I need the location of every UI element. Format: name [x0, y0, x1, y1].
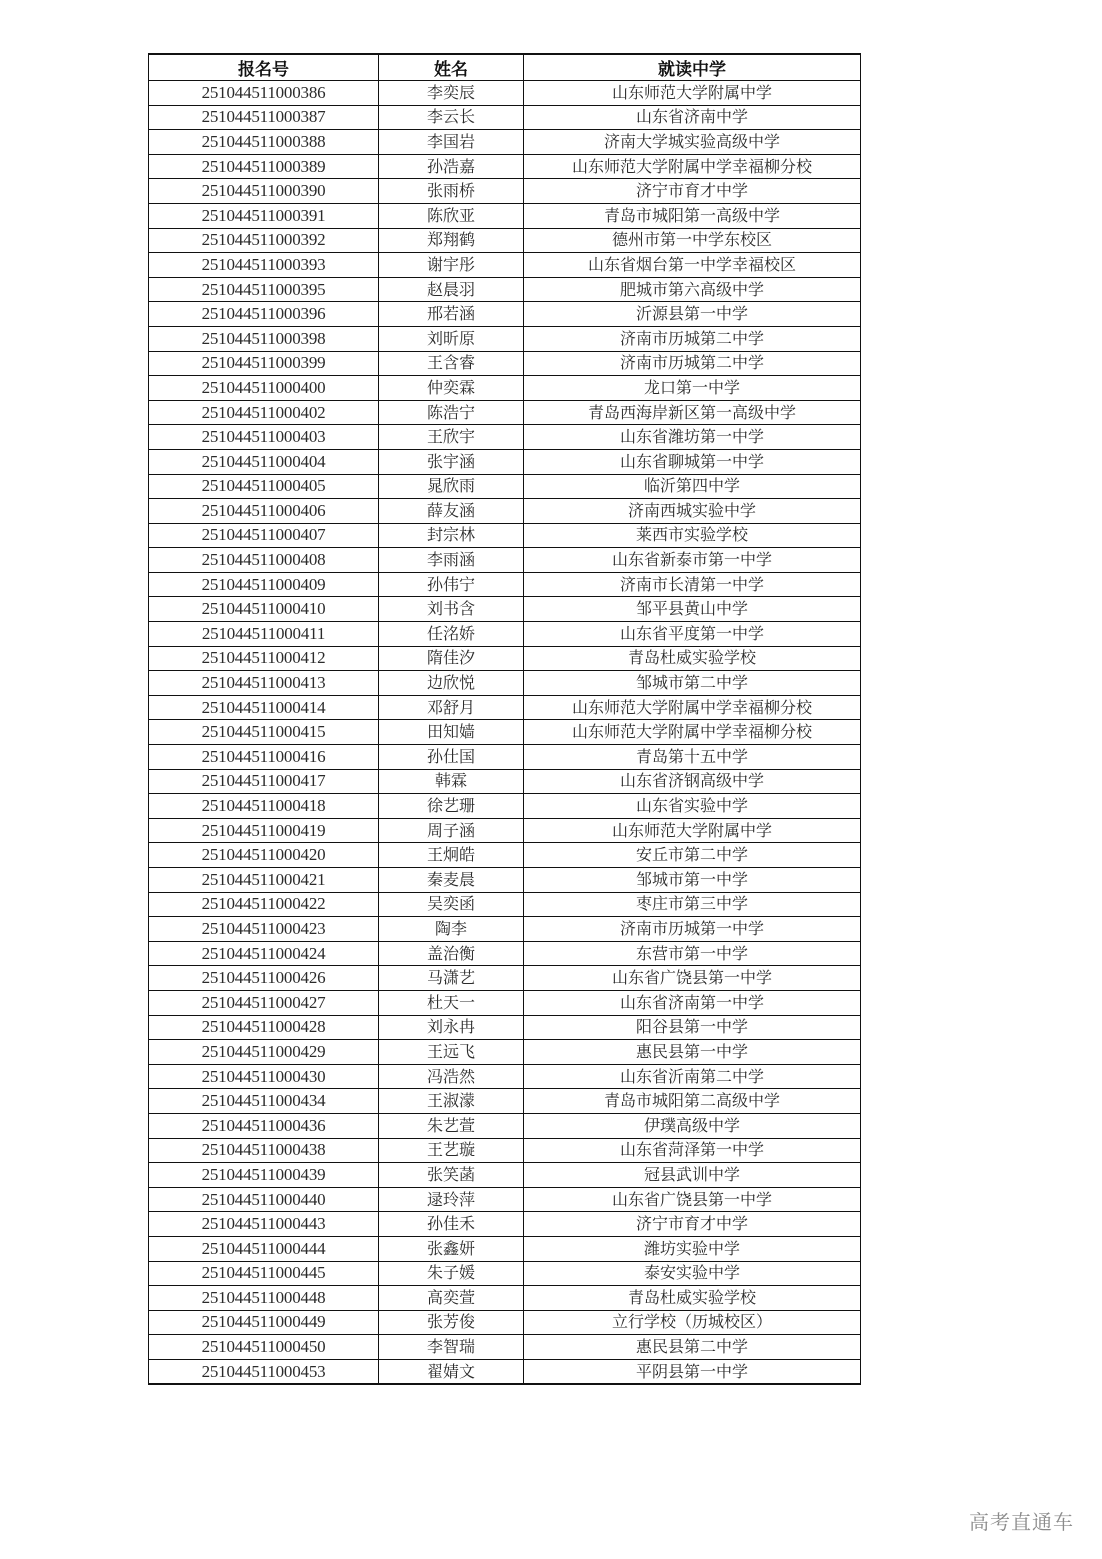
table-row	[149, 277, 861, 302]
student-name-cell: 孙仕国	[379, 745, 524, 770]
student-name-cell: 逯玲萍	[379, 1187, 524, 1212]
school-name-cell: 山东师范大学附属中学	[524, 81, 861, 106]
registration-number-cell: 251044511000439	[149, 1163, 379, 1188]
school-name-cell: 山东省聊城第一中学	[524, 449, 861, 474]
registration-number-cell: 251044511000428	[149, 1015, 379, 1040]
student-name-cell: 李奕辰	[379, 81, 524, 106]
table-row	[149, 769, 861, 794]
school-name-cell: 安丘市第二中学	[524, 843, 861, 868]
registration-number-cell: 251044511000387	[149, 105, 379, 130]
school-name-cell: 青岛市城阳第一高级中学	[524, 203, 861, 228]
student-name-cell: 邢若涵	[379, 302, 524, 327]
registration-number-cell: 251044511000392	[149, 228, 379, 253]
registration-number-cell: 251044511000419	[149, 818, 379, 843]
school-name-cell: 肥城市第六高级中学	[524, 277, 861, 302]
table-row	[149, 917, 861, 942]
school-name-cell: 山东省广饶县第一中学	[524, 966, 861, 991]
table-body	[149, 81, 861, 1385]
registration-number-cell: 251044511000400	[149, 376, 379, 401]
school-name-cell: 山东师范大学附属中学	[524, 818, 861, 843]
student-name-cell: 张雨桥	[379, 179, 524, 204]
registration-number-cell: 251044511000422	[149, 892, 379, 917]
school-name-cell: 枣庄市第三中学	[524, 892, 861, 917]
table-row	[149, 326, 861, 351]
student-name-cell: 孙浩嘉	[379, 154, 524, 179]
student-name-cell: 陈浩宁	[379, 400, 524, 425]
registration-number-cell: 251044511000420	[149, 843, 379, 868]
school-name-cell: 济南市历城第一中学	[524, 917, 861, 942]
school-name-cell: 山东省济南中学	[524, 105, 861, 130]
table-row	[149, 892, 861, 917]
school-name-cell: 立行学校（历城校区）	[524, 1310, 861, 1335]
student-name-cell: 王远飞	[379, 1040, 524, 1065]
registration-number-cell: 251044511000411	[149, 622, 379, 647]
registration-number-cell: 251044511000390	[149, 179, 379, 204]
registration-number-cell: 251044511000402	[149, 400, 379, 425]
student-name-cell: 朱子媛	[379, 1261, 524, 1286]
registration-number-cell: 251044511000393	[149, 253, 379, 278]
school-name-cell: 济南市历城第二中学	[524, 326, 861, 351]
school-name-cell: 山东省潍坊第一中学	[524, 425, 861, 450]
registration-number-cell: 251044511000395	[149, 277, 379, 302]
student-name-cell: 王欣宇	[379, 425, 524, 450]
student-name-cell: 李智瑞	[379, 1335, 524, 1360]
table-row	[149, 499, 861, 524]
table-row	[149, 1212, 861, 1237]
table-row	[149, 1089, 861, 1114]
student-name-cell: 刘昕原	[379, 326, 524, 351]
school-name-cell: 青岛杜威实验学校	[524, 646, 861, 671]
table-row	[149, 228, 861, 253]
student-name-cell: 秦麦晨	[379, 868, 524, 893]
table-row	[149, 376, 861, 401]
registration-number-cell: 251044511000427	[149, 990, 379, 1015]
student-name-cell: 孙佳禾	[379, 1212, 524, 1237]
school-name-cell: 惠民县第二中学	[524, 1335, 861, 1360]
table-row	[149, 1236, 861, 1261]
school-name-cell: 冠县武训中学	[524, 1163, 861, 1188]
table-row	[149, 1286, 861, 1311]
table-row	[149, 253, 861, 278]
registration-number-cell: 251044511000386	[149, 81, 379, 106]
registration-number-cell: 251044511000418	[149, 794, 379, 819]
student-name-cell: 谢宇彤	[379, 253, 524, 278]
table-row	[149, 671, 861, 696]
school-name-cell: 山东省烟台第一中学幸福校区	[524, 253, 861, 278]
school-name-cell: 泰安实验中学	[524, 1261, 861, 1286]
registration-number-cell: 251044511000409	[149, 572, 379, 597]
school-name-cell: 潍坊实验中学	[524, 1236, 861, 1261]
registration-number-cell: 251044511000449	[149, 1310, 379, 1335]
table-row	[149, 695, 861, 720]
table-row	[149, 105, 861, 130]
header-school: 就读中学	[524, 54, 861, 81]
student-name-cell: 邓舒月	[379, 695, 524, 720]
school-name-cell: 济南西城实验中学	[524, 499, 861, 524]
registration-number-cell: 251044511000436	[149, 1113, 379, 1138]
table-row	[149, 1335, 861, 1360]
registration-number-cell: 251044511000438	[149, 1138, 379, 1163]
table-row	[149, 449, 861, 474]
student-name-cell: 李雨涵	[379, 548, 524, 573]
table-row	[149, 720, 861, 745]
school-name-cell: 龙口第一中学	[524, 376, 861, 401]
table-row	[149, 548, 861, 573]
table-row	[149, 941, 861, 966]
registration-number-cell: 251044511000414	[149, 695, 379, 720]
student-name-cell: 韩霖	[379, 769, 524, 794]
table-row	[149, 597, 861, 622]
table-row	[149, 1163, 861, 1188]
header-name: 姓名	[379, 54, 524, 81]
table-row	[149, 1261, 861, 1286]
school-name-cell: 山东省实验中学	[524, 794, 861, 819]
table-row	[149, 400, 861, 425]
school-name-cell: 济宁市育才中学	[524, 1212, 861, 1237]
registration-number-cell: 251044511000403	[149, 425, 379, 450]
registration-number-cell: 251044511000398	[149, 326, 379, 351]
table-row	[149, 966, 861, 991]
school-name-cell: 东营市第一中学	[524, 941, 861, 966]
school-name-cell: 济宁市育才中学	[524, 179, 861, 204]
registration-number-cell: 251044511000404	[149, 449, 379, 474]
registration-number-cell: 251044511000410	[149, 597, 379, 622]
student-name-cell: 王艺璇	[379, 1138, 524, 1163]
student-name-cell: 薛友涵	[379, 499, 524, 524]
school-name-cell: 山东省广饶县第一中学	[524, 1187, 861, 1212]
school-name-cell: 邹城市第二中学	[524, 671, 861, 696]
school-name-cell: 沂源县第一中学	[524, 302, 861, 327]
school-name-cell: 山东师范大学附属中学幸福柳分校	[524, 720, 861, 745]
student-name-cell: 仲奕霖	[379, 376, 524, 401]
table-row	[149, 622, 861, 647]
table-row	[149, 745, 861, 770]
school-name-cell: 莱西市实验学校	[524, 523, 861, 548]
school-name-cell: 山东师范大学附属中学幸福柳分校	[524, 695, 861, 720]
student-name-cell: 高奕萱	[379, 1286, 524, 1311]
table-row	[149, 1064, 861, 1089]
table-row	[149, 1359, 861, 1384]
table-header-row	[149, 54, 861, 81]
school-name-cell: 青岛第十五中学	[524, 745, 861, 770]
registration-number-cell: 251044511000391	[149, 203, 379, 228]
school-name-cell: 山东省沂南第二中学	[524, 1064, 861, 1089]
registration-number-cell: 251044511000416	[149, 745, 379, 770]
registration-number-cell: 251044511000453	[149, 1359, 379, 1384]
registration-number-cell: 251044511000415	[149, 720, 379, 745]
table-row	[149, 1138, 861, 1163]
student-name-cell: 李云长	[379, 105, 524, 130]
table-row	[149, 794, 861, 819]
student-name-cell: 封宗林	[379, 523, 524, 548]
registration-number-cell: 251044511000408	[149, 548, 379, 573]
registration-number-cell: 251044511000448	[149, 1286, 379, 1311]
student-name-cell: 田知嫱	[379, 720, 524, 745]
table-row	[149, 1310, 861, 1335]
student-name-cell: 张芳俊	[379, 1310, 524, 1335]
registration-number-cell: 251044511000417	[149, 769, 379, 794]
registration-number-cell: 251044511000440	[149, 1187, 379, 1212]
school-name-cell: 山东省菏泽第一中学	[524, 1138, 861, 1163]
registration-number-cell: 251044511000396	[149, 302, 379, 327]
school-name-cell: 山东师范大学附属中学幸福柳分校	[524, 154, 861, 179]
table-row	[149, 302, 861, 327]
student-name-cell: 翟婧文	[379, 1359, 524, 1384]
student-name-cell: 马潇艺	[379, 966, 524, 991]
student-name-cell: 刘书含	[379, 597, 524, 622]
student-name-cell: 隋佳汐	[379, 646, 524, 671]
student-name-cell: 盖治衡	[379, 941, 524, 966]
student-name-cell: 王含睿	[379, 351, 524, 376]
school-name-cell: 青岛市城阳第二高级中学	[524, 1089, 861, 1114]
registration-number-cell: 251044511000445	[149, 1261, 379, 1286]
table-row	[149, 130, 861, 155]
registration-number-cell: 251044511000421	[149, 868, 379, 893]
table-row	[149, 868, 861, 893]
school-name-cell: 邹平县黄山中学	[524, 597, 861, 622]
table-row	[149, 818, 861, 843]
student-name-cell: 王炯皓	[379, 843, 524, 868]
table-row	[149, 843, 861, 868]
table-row	[149, 351, 861, 376]
registration-number-cell: 251044511000426	[149, 966, 379, 991]
student-name-cell: 王淑濛	[379, 1089, 524, 1114]
registration-number-cell: 251044511000434	[149, 1089, 379, 1114]
school-name-cell: 济南大学城实验高级中学	[524, 130, 861, 155]
school-name-cell: 济南市长清第一中学	[524, 572, 861, 597]
table-row	[149, 425, 861, 450]
registration-number-cell: 251044511000413	[149, 671, 379, 696]
table-row	[149, 572, 861, 597]
registration-number-cell: 251044511000406	[149, 499, 379, 524]
table-row	[149, 154, 861, 179]
table-row	[149, 179, 861, 204]
table-row	[149, 81, 861, 106]
school-name-cell: 伊璞高级中学	[524, 1113, 861, 1138]
school-name-cell: 阳谷县第一中学	[524, 1015, 861, 1040]
admission-list-table	[148, 53, 861, 1385]
registration-number-cell: 251044511000430	[149, 1064, 379, 1089]
registration-number-cell: 251044511000388	[149, 130, 379, 155]
watermark: 高考直通车	[969, 1510, 1074, 1534]
school-name-cell: 德州市第一中学东校区	[524, 228, 861, 253]
student-name-cell: 任洺娇	[379, 622, 524, 647]
student-name-cell: 孙伟宁	[379, 572, 524, 597]
registration-number-cell: 251044511000389	[149, 154, 379, 179]
table-row	[149, 523, 861, 548]
school-name-cell: 邹城市第一中学	[524, 868, 861, 893]
registration-number-cell: 251044511000443	[149, 1212, 379, 1237]
student-name-cell: 张笑菡	[379, 1163, 524, 1188]
student-name-cell: 张鑫妍	[379, 1236, 524, 1261]
registration-number-cell: 251044511000412	[149, 646, 379, 671]
student-name-cell: 周子涵	[379, 818, 524, 843]
student-name-cell: 徐艺珊	[379, 794, 524, 819]
registration-number-cell: 251044511000423	[149, 917, 379, 942]
registration-number-cell: 251044511000444	[149, 1236, 379, 1261]
student-name-cell: 李国岩	[379, 130, 524, 155]
registration-number-cell: 251044511000424	[149, 941, 379, 966]
header-registration-number: 报名号	[149, 54, 379, 81]
student-name-cell: 边欣悦	[379, 671, 524, 696]
school-name-cell: 平阴县第一中学	[524, 1359, 861, 1384]
table-row	[149, 646, 861, 671]
student-name-cell: 陈欣亚	[379, 203, 524, 228]
registration-number-cell: 251044511000407	[149, 523, 379, 548]
school-name-cell: 惠民县第一中学	[524, 1040, 861, 1065]
table-row	[149, 203, 861, 228]
student-name-cell: 张宇涵	[379, 449, 524, 474]
student-name-cell: 赵晨羽	[379, 277, 524, 302]
school-name-cell: 青岛杜威实验学校	[524, 1286, 861, 1311]
student-name-cell: 吴奕函	[379, 892, 524, 917]
student-name-cell: 郑翔鹤	[379, 228, 524, 253]
table-row	[149, 1040, 861, 1065]
table-row	[149, 1113, 861, 1138]
school-name-cell: 山东省济南第一中学	[524, 990, 861, 1015]
registration-number-cell: 251044511000405	[149, 474, 379, 499]
school-name-cell: 山东省平度第一中学	[524, 622, 861, 647]
table-row	[149, 1187, 861, 1212]
student-name-cell: 晁欣雨	[379, 474, 524, 499]
student-name-cell: 朱艺萱	[379, 1113, 524, 1138]
student-name-cell: 刘永冉	[379, 1015, 524, 1040]
school-name-cell: 济南市历城第二中学	[524, 351, 861, 376]
school-name-cell: 山东省新泰市第一中学	[524, 548, 861, 573]
table-row	[149, 474, 861, 499]
student-name-cell: 陶李	[379, 917, 524, 942]
school-name-cell: 山东省济钢高级中学	[524, 769, 861, 794]
school-name-cell: 青岛西海岸新区第一高级中学	[524, 400, 861, 425]
student-name-cell: 冯浩然	[379, 1064, 524, 1089]
table-row	[149, 990, 861, 1015]
table-row	[149, 1015, 861, 1040]
registration-number-cell: 251044511000399	[149, 351, 379, 376]
student-name-cell: 杜天一	[379, 990, 524, 1015]
school-name-cell: 临沂第四中学	[524, 474, 861, 499]
registration-number-cell: 251044511000450	[149, 1335, 379, 1360]
registration-number-cell: 251044511000429	[149, 1040, 379, 1065]
